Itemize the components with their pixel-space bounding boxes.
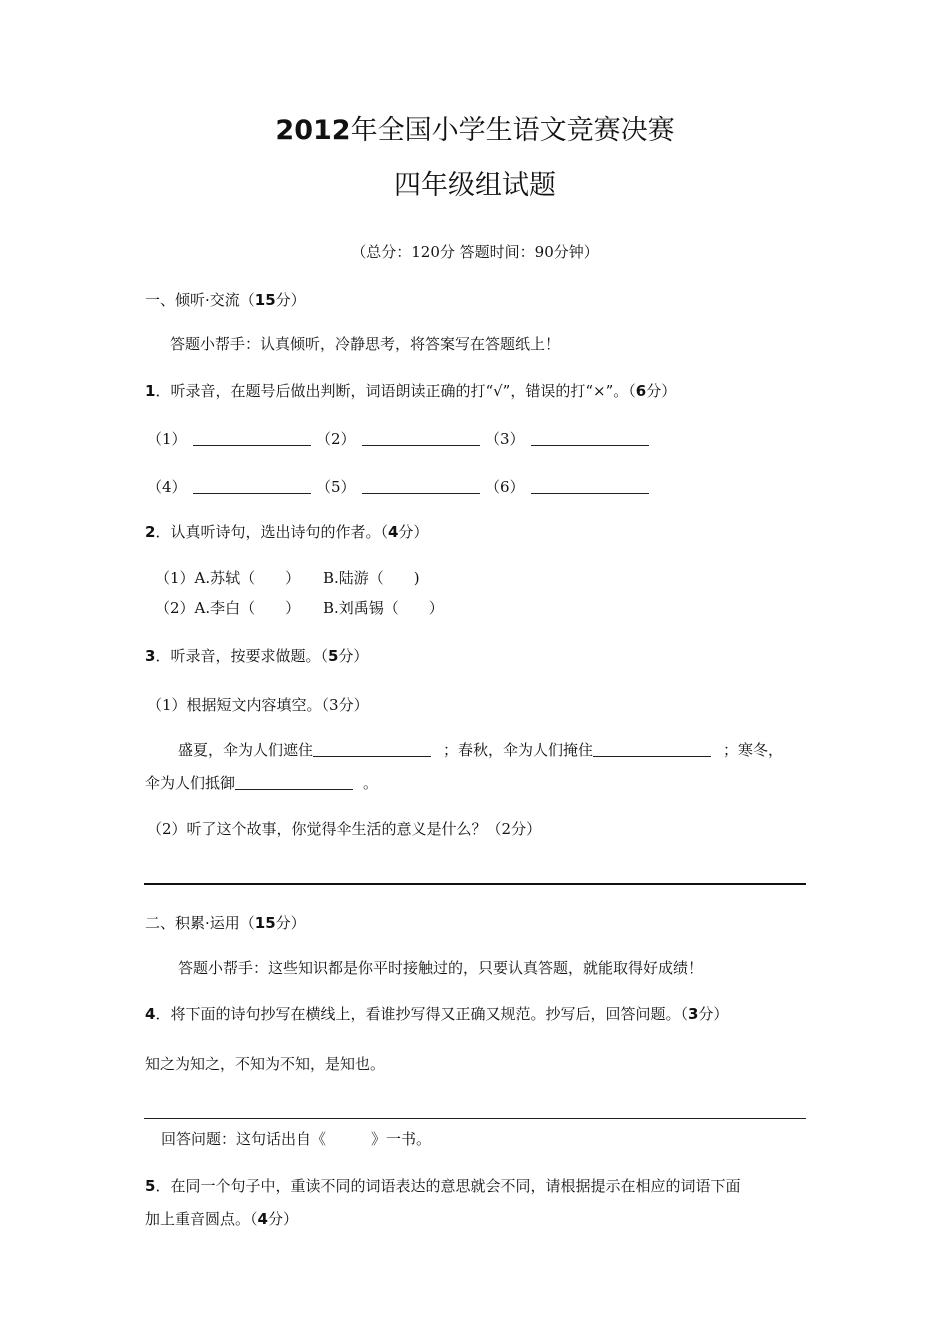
q3-blank-1[interactable]	[313, 740, 431, 757]
q4-points: 3	[687, 1005, 699, 1023]
q1-number: 1	[145, 382, 156, 400]
q5-body: ．在同一个句子中，重读不同的词语表达的意思就会不同，请根据提示在相应的词语下面	[155, 1177, 741, 1195]
q3-post: 分）	[338, 647, 369, 665]
q1-label-5: （5）	[316, 478, 356, 496]
q5-post: 分）	[267, 1210, 298, 1228]
q1-blank-6[interactable]	[531, 477, 649, 494]
q1-answer-6	[485, 476, 649, 497]
q1-label-4: （4）	[147, 478, 187, 496]
title-year: 2012	[275, 115, 351, 146]
q4-post: 分）	[698, 1005, 729, 1023]
q1-blank-1[interactable]	[193, 429, 311, 446]
q4-copy-line[interactable]	[144, 1118, 806, 1119]
q1-blank-5[interactable]	[362, 477, 480, 494]
q5-body2: 加上重音圆点。（	[145, 1210, 258, 1228]
exam-title-line2: 四年级组试题	[394, 170, 556, 201]
exam-title-line1	[0, 108, 950, 147]
q1-answer-1	[147, 428, 311, 449]
q1-blank-2[interactable]	[362, 429, 480, 446]
q4-answer-prompt: 回答问题：这句话出自《 》一书。	[161, 1130, 432, 1148]
q3-fill-a: 盛夏，伞为人们遮住	[178, 741, 314, 759]
q1-label-6: （6）	[485, 478, 525, 496]
q2-row1-a: （1）A.苏轼（ ）	[155, 569, 301, 587]
q4-body: ．将下面的诗句抄写在横线上，看谁抄写得又正确又规范。抄写后，回答问题。（	[155, 1005, 688, 1023]
q3-blank-2[interactable]	[593, 740, 711, 757]
q1-answer-3	[485, 428, 649, 449]
q3-fill-e: 。	[363, 774, 379, 792]
q2-row2-b: B.刘禹锡（ ）	[323, 599, 444, 617]
q1-label-3: （3）	[485, 430, 525, 448]
q5-points: 4	[257, 1210, 268, 1228]
q2-number: 2	[145, 523, 156, 541]
q3-points: 5	[327, 647, 339, 665]
q1-label-1: （1）	[147, 430, 187, 448]
q2-row1-b: B.陆游（ )	[323, 569, 420, 587]
section1-helper: 答题小帮手：认真倾听，冷静思考，将答案写在答题纸上！	[170, 335, 561, 353]
q2-text	[145, 521, 428, 542]
section2-heading-pre: 二、积累·运用（	[145, 914, 255, 932]
q1-answer-5	[316, 476, 480, 497]
q5-number: 5	[145, 1177, 156, 1195]
q1-blank-3[interactable]	[531, 429, 649, 446]
q3-text	[145, 645, 368, 666]
section1-heading	[145, 289, 306, 310]
q3-number: 3	[145, 647, 156, 665]
q2-row2-a: （2）A.李白（ ）	[155, 599, 301, 617]
q1-post: 分）	[646, 382, 677, 400]
section2-heading-post: 分）	[275, 914, 306, 932]
q4-number: 4	[145, 1005, 156, 1023]
section1-points: 15	[254, 291, 276, 309]
q1-body: ．听录音，在题号后做出判断，词语朗读正确的打“√”，错误的打“×”。（	[155, 382, 636, 400]
section2-helper: 答题小帮手：这些知识都是你平时接触过的，只要认真答题，就能取得好成绩！	[178, 959, 704, 977]
q3-sub1: （1）根据短文内容填空。（3分）	[147, 696, 369, 714]
q5-text	[145, 1175, 740, 1196]
exam-info: （总分：120分 答题时间：90分钟）	[351, 243, 599, 261]
q2-body: ．认真听诗句，选出诗句的作者。（	[155, 523, 388, 541]
section1-heading-post: 分）	[275, 291, 306, 309]
q3-answer-line[interactable]	[144, 883, 806, 885]
q3-blank-3[interactable]	[235, 773, 353, 790]
q1-points: 6	[635, 382, 647, 400]
title-rest: 年全国小学生语文竞赛决赛	[350, 115, 675, 146]
q3-body: ．听录音，按要求做题。（	[155, 647, 328, 665]
q3-fill-line2	[145, 772, 378, 793]
q1-answer-2	[316, 428, 480, 449]
section1-heading-pre: 一、倾听·交流（	[145, 291, 255, 309]
q3-fill-b: ；春秋，伞为人们掩住	[443, 741, 594, 759]
q1-text	[145, 380, 676, 401]
q5-text-line2	[145, 1208, 298, 1229]
section2-heading	[145, 912, 306, 933]
q4-quote: 知之为知之，不知为不知，是知也。	[145, 1055, 386, 1073]
section2-points: 15	[254, 914, 276, 932]
q3-fill-line1	[178, 739, 783, 760]
q2-points: 4	[387, 523, 399, 541]
q1-blank-4[interactable]	[193, 477, 311, 494]
q3-fill-c: ；寒冬，	[723, 741, 784, 759]
q3-fill-d: 伞为人们抵御	[145, 774, 236, 792]
q4-text	[145, 1003, 728, 1024]
q1-label-2: （2）	[316, 430, 356, 448]
q1-answer-4	[147, 476, 311, 497]
q2-post: 分）	[398, 523, 429, 541]
q3-sub2: （2）听了这个故事，你觉得伞生活的意义是什么？（2分）	[147, 820, 542, 838]
